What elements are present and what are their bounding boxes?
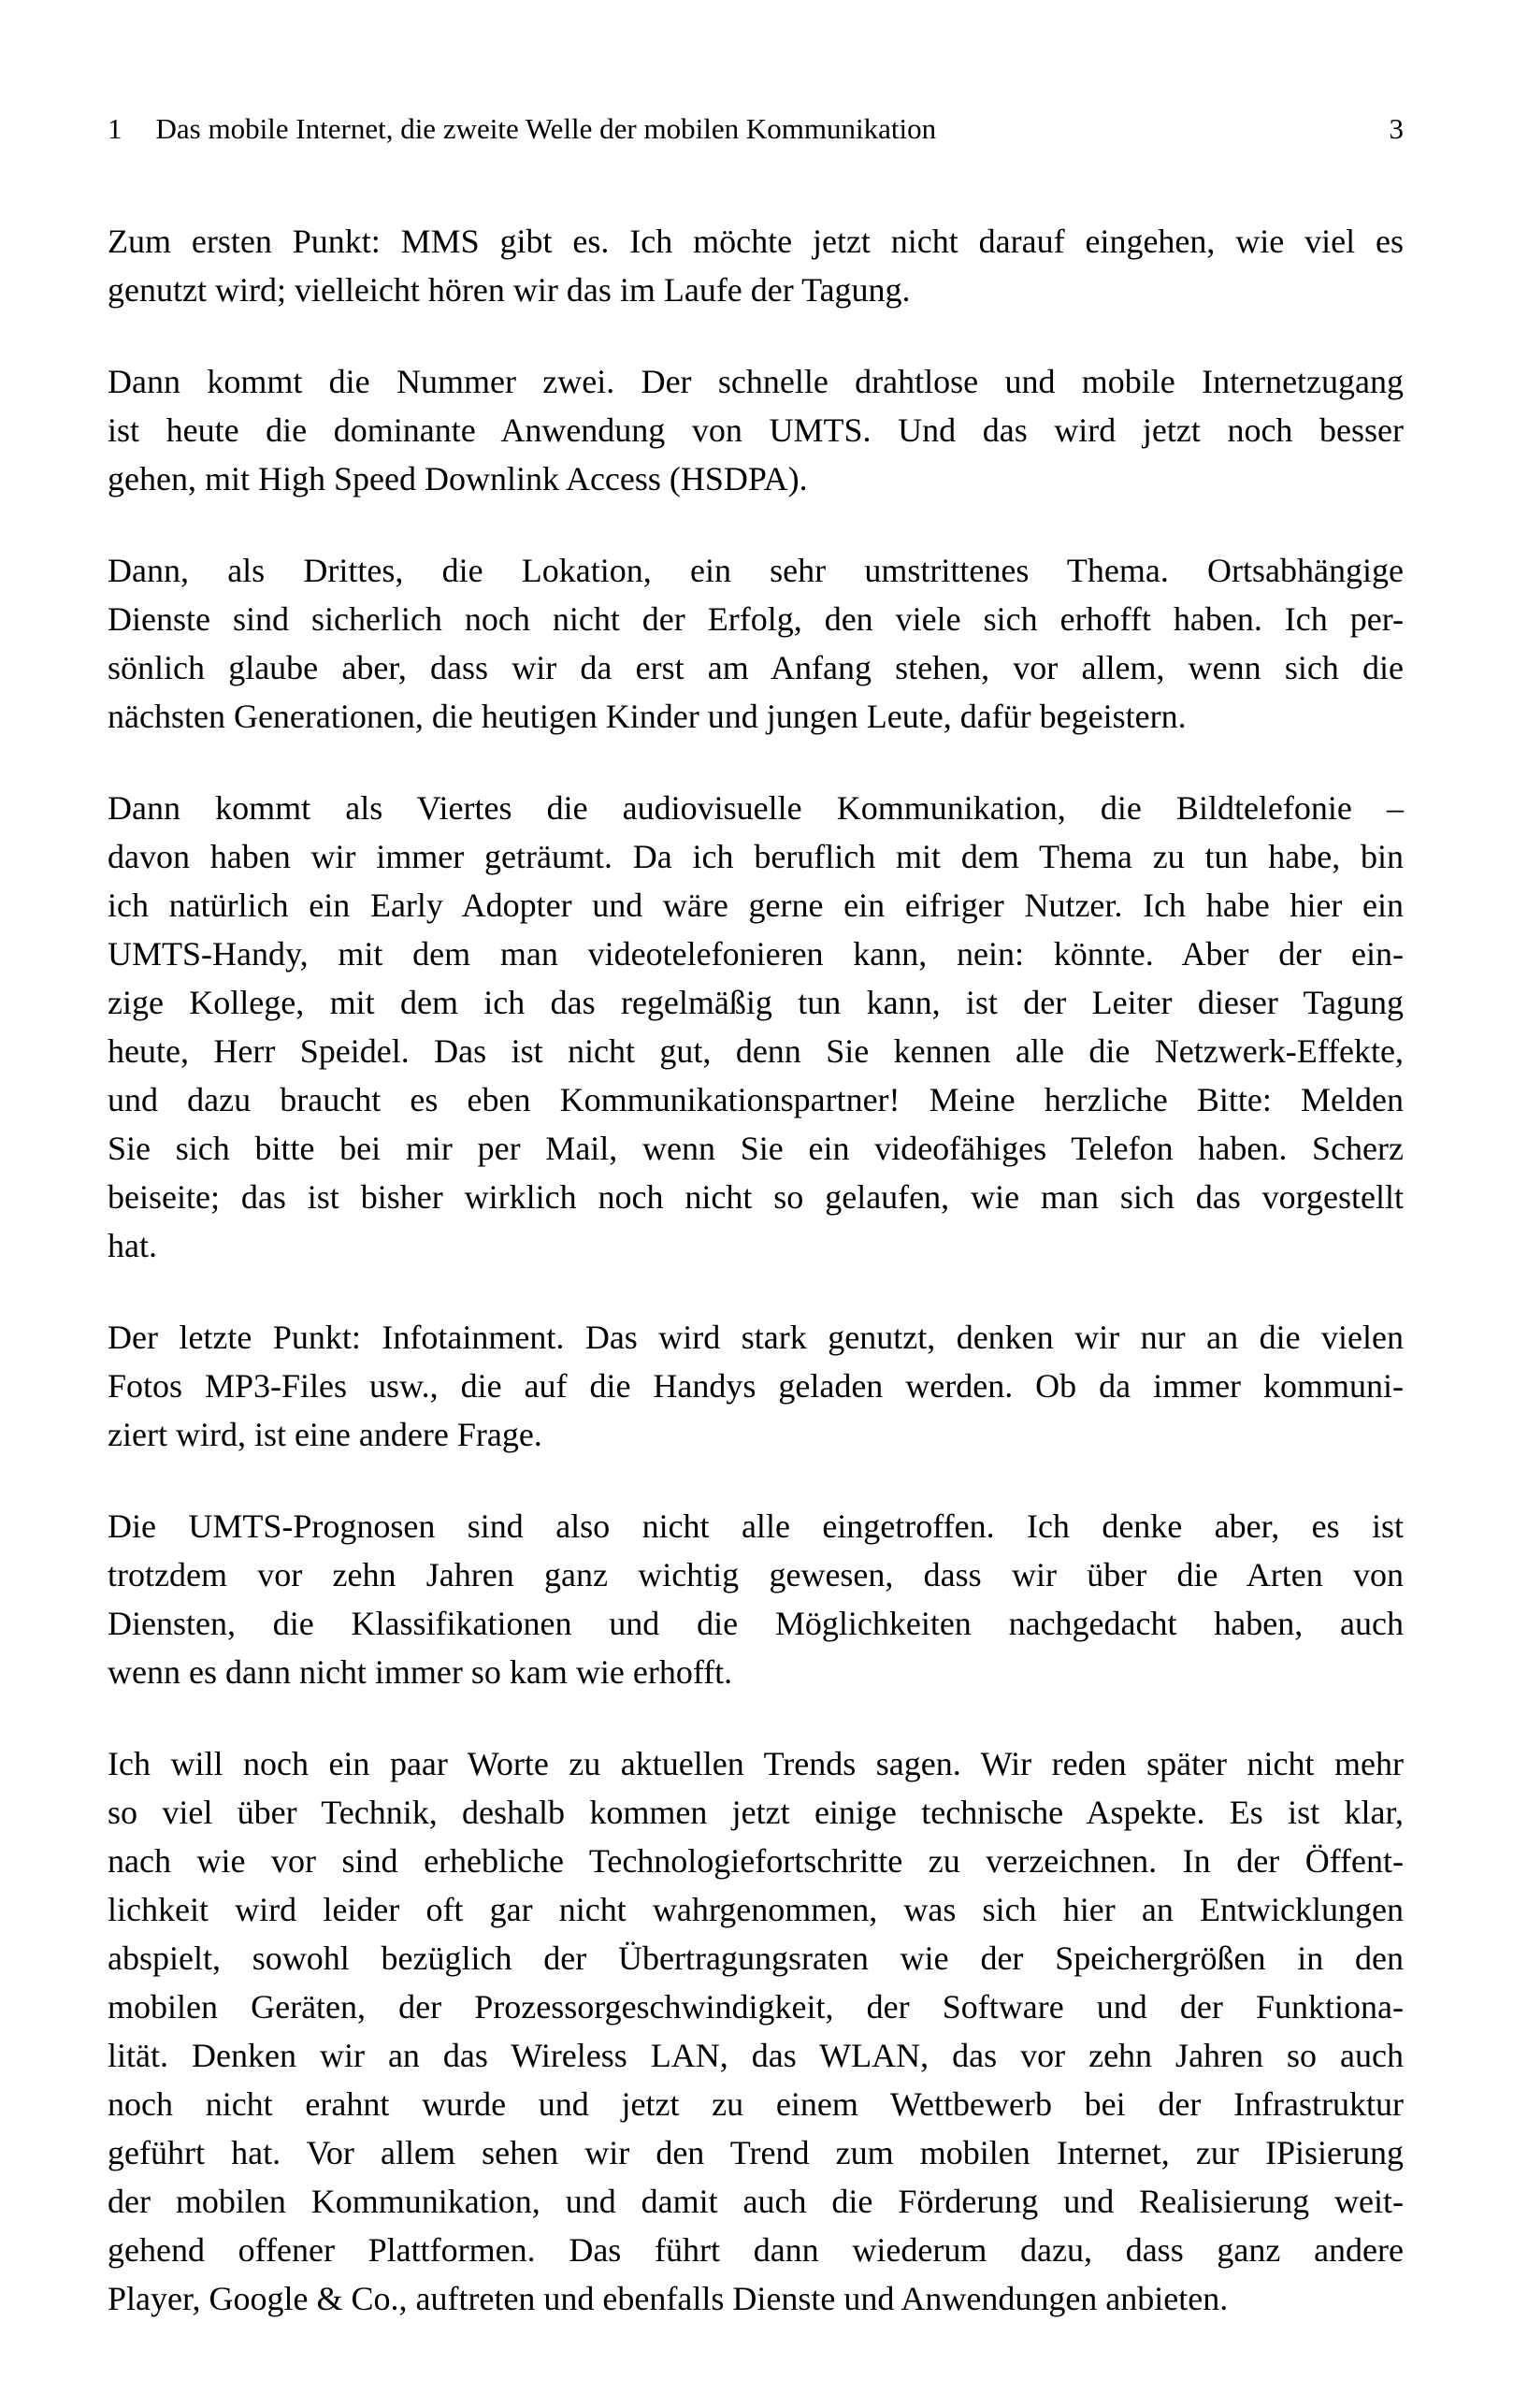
text-line: Ich will noch ein paar Worte zu aktuellen Trends sagen. Wir reden später nicht mehr	[108, 1745, 1404, 1782]
text-line: hat.	[108, 1227, 157, 1264]
text-line: ziert wird, ist eine andere Frage.	[108, 1416, 542, 1453]
body-text	[108, 217, 1404, 2323]
paragraph	[108, 1502, 1404, 1696]
text-line: nächsten Generationen, die heutigen Kinder und jungen Leute, dafür begeistern.	[108, 698, 1187, 735]
chapter-number: 1	[108, 112, 122, 145]
text-line: trotzdem vor zehn Jahren ganz wichtig gewesen, dass wir über die Arten von	[108, 1556, 1404, 1593]
text-line: UMTS-Handy, mit dem man videotelefonieren kann, nein: könnte. Aber der ein-	[108, 935, 1404, 973]
text-line: abspielt, sowohl bezüglich der Übertragungsraten wie der Speichergrößen in den	[108, 1939, 1404, 1977]
text-line: Dann kommt als Viertes die audiovisuelle Kommunikation, die Bildtelefonie –	[108, 789, 1404, 827]
text-line: der mobilen Kommunikation, und damit auch die Förderung und Realisierung weit-	[108, 2183, 1404, 2220]
text-line: Dienste sind sicherlich noch nicht der Erfolg, den viele sich erhofft haben. Ich per-	[108, 600, 1404, 638]
text-line: beiseite; das ist bisher wirklich noch nicht so gelaufen, wie man sich das vorgestellt	[108, 1178, 1404, 1216]
text-line: mobilen Geräten, der Prozessorgeschwindigkeit, der Software und der Funktiona-	[108, 1988, 1404, 2026]
text-line: ist heute die dominante Anwendung von UMTS. Und das wird jetzt noch besser	[108, 411, 1404, 449]
text-line: geführt hat. Vor allem sehen wir den Trend zum mobilen Internet, zur IPisierung	[108, 2134, 1404, 2171]
paragraph	[108, 784, 1404, 1270]
text-line: nach wie vor sind erhebliche Technologiefortschritte zu verzeichnen. In der Öffent-	[108, 1842, 1404, 1880]
running-head	[108, 111, 1404, 147]
text-line: zige Kollege, mit dem ich das regelmäßig tun kann, ist der Leiter dieser Tagung	[108, 984, 1404, 1021]
text-line: noch nicht erahnt wurde und jetzt zu einem Wettbewerb bei der Infrastruktur	[108, 2085, 1404, 2123]
text-line: Zum ersten Punkt: MMS gibt es. Ich möchte jetzt nicht darauf eingehen, wie viel es	[108, 223, 1404, 260]
text-line: so viel über Technik, deshalb kommen jetzt einige technische Aspekte. Es ist klar,	[108, 1794, 1404, 1831]
text-line: Player, Google & Co., auftreten und ebenfalls Dienste und Anwendungen anbieten.	[108, 2280, 1229, 2317]
text-line: lichkeit wird leider oft gar nicht wahrgenommen, was sich hier an Entwicklungen	[108, 1891, 1404, 1928]
paragraph	[108, 217, 1404, 314]
text-line: Dann, als Drittes, die Lokation, ein sehr umstrittenes Thema. Ortsabhängige	[108, 552, 1404, 589]
running-head-title: Das mobile Internet, die zweite Welle der mobilen Kommunikation	[155, 112, 937, 145]
text-line: Der letzte Punkt: Infotainment. Das wird stark genutzt, denken wir nur an die vielen	[108, 1319, 1404, 1356]
text-line: Die UMTS-Prognosen sind also nicht alle eingetroffen. Ich denke aber, es ist	[108, 1507, 1404, 1545]
text-line: sönlich glaube aber, dass wir da erst am Anfang stehen, vor allem, wenn sich die	[108, 649, 1404, 686]
text-line: ich natürlich ein Early Adopter und wäre gerne ein eifriger Nutzer. Ich habe hier ein	[108, 887, 1404, 924]
paragraph	[108, 546, 1404, 741]
text-line: davon haben wir immer geträumt. Da ich beruflich mit dem Thema zu tun habe, bin	[108, 838, 1404, 875]
paragraph	[108, 1313, 1404, 1459]
text-line: Dann kommt die Nummer zwei. Der schnelle drahtlose und mobile Internetzugang	[108, 363, 1404, 400]
text-line: genutzt wird; vielleicht hören wir das im Laufe der Tagung.	[108, 271, 911, 309]
text-line: lität. Denken wir an das Wireless LAN, das WLAN, das vor zehn Jahren so auch	[108, 2037, 1404, 2074]
text-line: Diensten, die Klassifikationen und die Möglichkeiten nachgedacht haben, auch	[108, 1605, 1404, 1642]
text-line: und dazu braucht es eben Kommunikationspartner! Meine herzliche Bitte: Melden	[108, 1081, 1404, 1118]
text-line: wenn es dann nicht immer so kam wie erhofft.	[108, 1653, 733, 1691]
text-line: gehen, mit High Speed Downlink Access (HSDPA).	[108, 460, 808, 497]
text-line: gehend offener Plattformen. Das führt dann wiederum dazu, dass ganz andere	[108, 2231, 1404, 2269]
page-number: 3	[1389, 112, 1404, 145]
text-line: heute, Herr Speidel. Das ist nicht gut, denn Sie kennen alle die Netzwerk-Effekte,	[108, 1032, 1404, 1070]
paragraph	[108, 1739, 1404, 2323]
paragraph	[108, 357, 1404, 503]
text-line: Fotos MP3-Files usw., die auf die Handys geladen werden. Ob da immer kommuni-	[108, 1367, 1404, 1405]
text-line: Sie sich bitte bei mir per Mail, wenn Sie ein videofähiges Telefon haben. Scherz	[108, 1130, 1404, 1167]
